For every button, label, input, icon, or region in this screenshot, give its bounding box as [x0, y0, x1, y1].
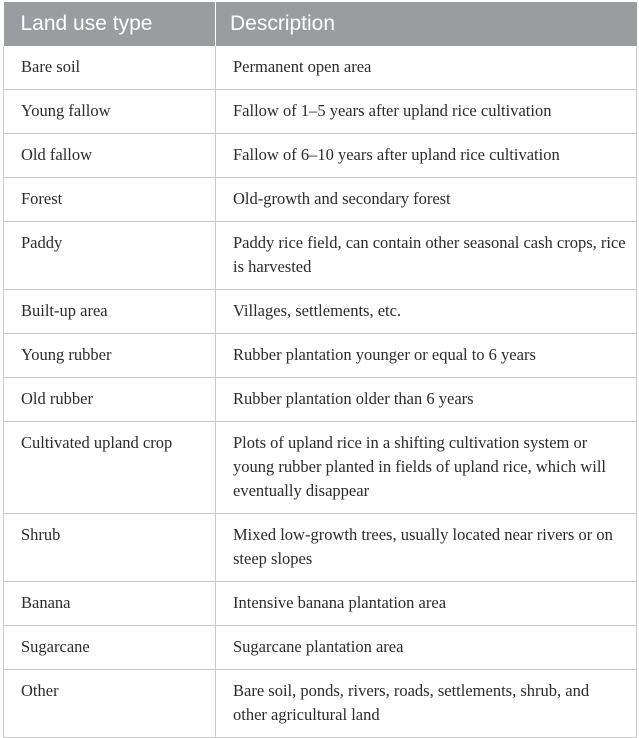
land-use-table-container	[3, 2, 636, 738]
table-row	[4, 90, 637, 134]
land-use-type-cell: Forest	[4, 178, 216, 222]
description-cell: Old-growth and secondary forest	[216, 178, 637, 222]
header-row	[4, 2, 637, 46]
table-row	[4, 422, 637, 514]
description-cell: Plots of upland rice in a shifting cultivation system or young rubber planted in fields of upland rice, which will eventually disappear	[216, 422, 637, 514]
table-row	[4, 626, 637, 670]
land-use-type-cell: Shrub	[4, 514, 216, 582]
description-cell: Permanent open area	[216, 46, 637, 90]
land-use-type-cell: Banana	[4, 582, 216, 626]
land-use-type-cell: Old fallow	[4, 134, 216, 178]
land-use-type-cell: Young fallow	[4, 90, 216, 134]
land-use-type-cell: Paddy	[4, 222, 216, 290]
table-row	[4, 582, 637, 626]
description-cell: Fallow of 6–10 years after upland rice cultivation	[216, 134, 637, 178]
table-row	[4, 514, 637, 582]
land-use-type-cell: Built-up area	[4, 290, 216, 334]
table-row	[4, 178, 637, 222]
land-use-table	[3, 2, 637, 738]
land-use-type-cell: Sugarcane	[4, 626, 216, 670]
description-cell: Mixed low-growth trees, usually located near rivers or on steep slopes	[216, 514, 637, 582]
description-cell: Rubber plantation older than 6 years	[216, 378, 637, 422]
land-use-type-cell: Old rubber	[4, 378, 216, 422]
table-row	[4, 290, 637, 334]
header-description: Description	[216, 2, 637, 46]
land-use-type-cell: Bare soil	[4, 46, 216, 90]
table-row	[4, 670, 637, 738]
header-land-use-type: Land use type	[4, 2, 216, 46]
table-body	[4, 46, 637, 738]
table-header	[4, 2, 637, 46]
table-row	[4, 378, 637, 422]
description-cell: Intensive banana plantation area	[216, 582, 637, 626]
description-cell: Rubber plantation younger or equal to 6 years	[216, 334, 637, 378]
land-use-type-cell: Cultivated upland crop	[4, 422, 216, 514]
table-row	[4, 334, 637, 378]
description-cell: Villages, settlements, etc.	[216, 290, 637, 334]
description-cell: Sugarcane plantation area	[216, 626, 637, 670]
description-cell: Paddy rice field, can contain other seasonal cash crops, rice is harvested	[216, 222, 637, 290]
land-use-type-cell: Young rubber	[4, 334, 216, 378]
land-use-type-cell: Other	[4, 670, 216, 738]
description-cell: Fallow of 1–5 years after upland rice cultivation	[216, 90, 637, 134]
table-row	[4, 222, 637, 290]
table-row	[4, 46, 637, 90]
table-row	[4, 134, 637, 178]
description-cell: Bare soil, ponds, rivers, roads, settlements, shrub, and other agricultural land	[216, 670, 637, 738]
